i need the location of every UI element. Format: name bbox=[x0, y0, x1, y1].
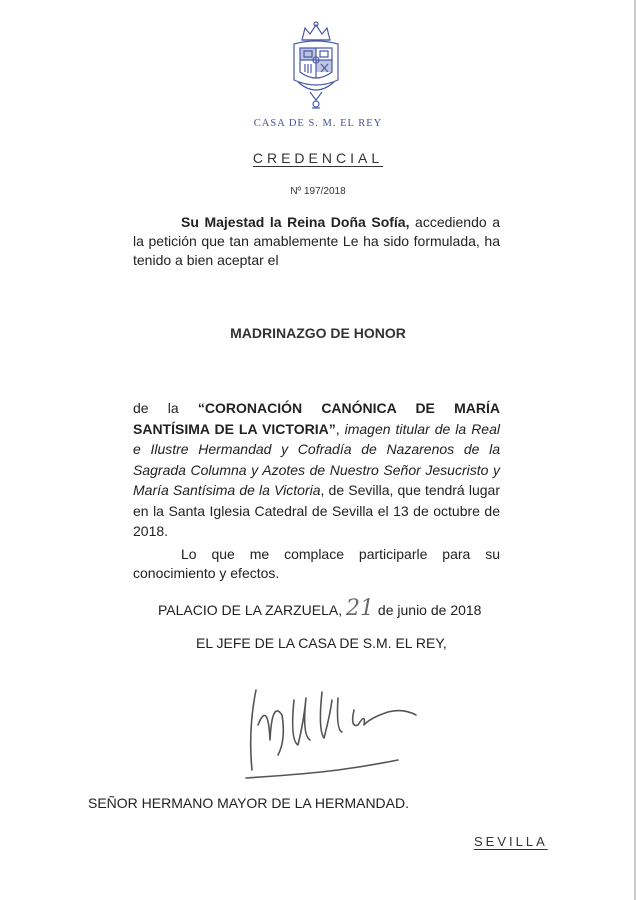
signature bbox=[238, 670, 438, 790]
document-title: CREDENCIAL bbox=[252, 150, 384, 166]
royal-crest-icon bbox=[288, 20, 344, 110]
signer-title: EL JEFE DE LA CASA DE S.M. EL REY, bbox=[196, 635, 447, 651]
paragraph-acceptance bbox=[133, 213, 500, 270]
addressee: SEÑOR HERMANO MAYOR DE LA HERMANDAD. bbox=[88, 795, 410, 811]
paragraph-closing: Lo que me complace participarle para su conocimiento y efectos. bbox=[133, 546, 500, 581]
place-label: PALACIO DE LA ZARZUELA, bbox=[158, 602, 343, 618]
date-rest: de junio de 2018 bbox=[377, 602, 482, 618]
event-name: “CORONACIÓN CANÓNICA DE MARÍA SANTÍSIMA DE LA VICTORIA” bbox=[133, 400, 500, 437]
event-text-comma: , bbox=[335, 420, 345, 437]
handwritten-day: 21 bbox=[346, 596, 375, 621]
addressee-city: SEVILLA bbox=[474, 834, 548, 849]
event-text-lead: de la bbox=[133, 400, 198, 416]
house-name: CASA DE S. M. EL REY bbox=[253, 118, 383, 129]
event-details: , de Sevilla, que tendrá lugar en la Santa Iglesia Catedral de Sevilla el 13 de octubre de 2018. bbox=[133, 482, 500, 539]
paragraph-event bbox=[133, 398, 500, 542]
acceptance-text: accediendo a la petición que tan amablemente Le ha sido formulada, ha tenido a bien aceptar el bbox=[133, 214, 500, 268]
honor-heading: MADRINAZGO DE HONOR bbox=[230, 325, 406, 341]
brotherhood-name: imagen titular de la Real e Ilustre Hermandad y Cofradía de Nazarenos de la Sagrada Columna y Azotes de Nuestro Señor Jesucristo y María Santísima de la Victoria bbox=[133, 420, 500, 498]
document-number: Nº 197/2018 bbox=[290, 186, 346, 197]
recipient-name: Su Majestad la Reina Doña Sofía, bbox=[181, 214, 410, 230]
date-line bbox=[158, 596, 481, 621]
